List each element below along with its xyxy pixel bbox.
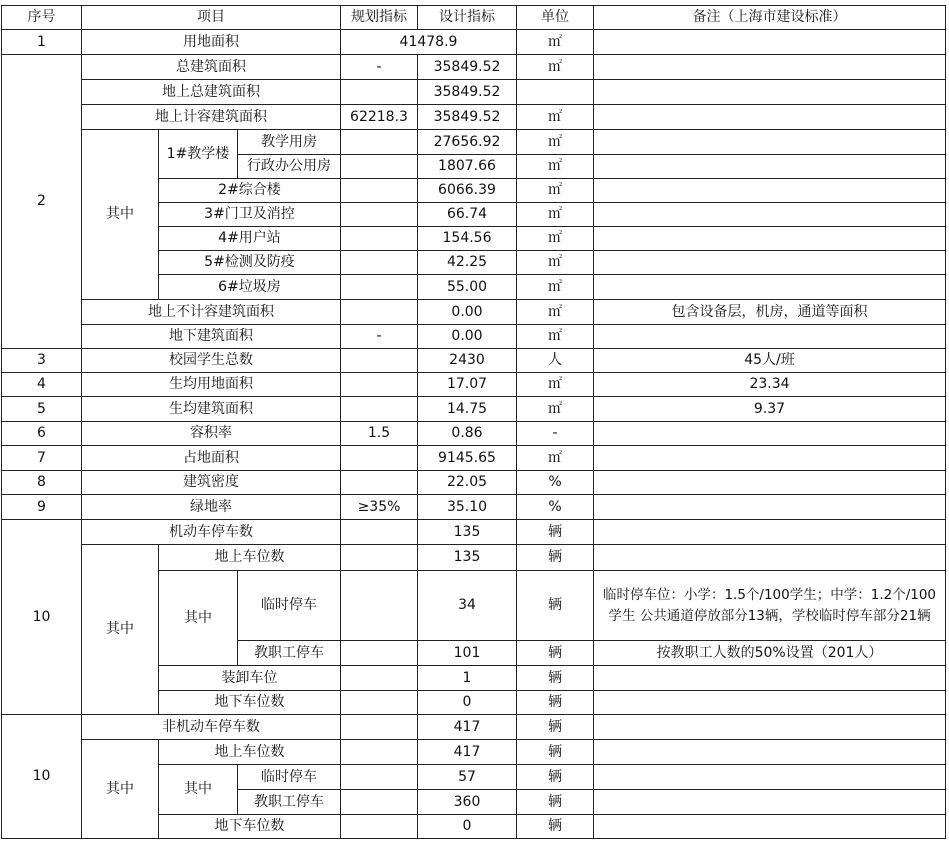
r3-design: 2430 [417, 348, 517, 373]
r10b-design: 417 [417, 714, 517, 740]
r2-bldg1-teach-unit: ㎡ [516, 129, 594, 155]
r2-bldg1-teach-design: 27656.92 [417, 129, 517, 155]
header-seq: 序号 [1, 5, 82, 30]
r2b-note [593, 79, 946, 105]
r9-unit: % [516, 494, 594, 520]
header-planned: 规划指标 [340, 5, 418, 30]
r2a-unit: ㎡ [516, 54, 594, 80]
r10a-staff: 教职工停车 [237, 640, 341, 666]
r2-bldg1-teach-note [593, 129, 946, 155]
r2c-note [593, 104, 946, 130]
r10a-unit: 辆 [516, 519, 594, 545]
r10b-temp-unit: 辆 [516, 764, 594, 790]
r2-bldg6-planned [340, 274, 418, 300]
r10a-above-unit: 辆 [516, 544, 594, 571]
r2d-unit: ㎡ [516, 299, 594, 325]
r2-bldg1-admin-note [593, 154, 946, 179]
r9-item: 绿地率 [81, 494, 341, 520]
r2-qizhong: 其中 [81, 129, 159, 300]
r8-item: 建筑密度 [81, 470, 341, 495]
r8-design: 22.05 [417, 470, 517, 495]
r4-seq: 4 [1, 372, 82, 397]
r10a-loading-design: 1 [417, 665, 517, 691]
r10a-under: 地下车位数 [158, 690, 341, 715]
r2b-unit [516, 79, 594, 105]
r6-note [593, 421, 946, 446]
r2-bldg4-planned [340, 226, 418, 251]
header-item: 项目 [81, 5, 341, 30]
r3-seq: 3 [1, 348, 82, 373]
r10b-unit: 辆 [516, 714, 594, 740]
r10a-temp: 临时停车 [237, 570, 341, 641]
r5-planned [340, 396, 418, 422]
r10b-under-design: 0 [417, 814, 517, 839]
r2-bldg5-unit: ㎡ [516, 250, 594, 275]
r2a-design: 35849.52 [417, 54, 517, 80]
r2b-item: 地上总建筑面积 [81, 79, 341, 105]
r2e-unit: ㎡ [516, 324, 594, 349]
r6-item: 容积率 [81, 421, 341, 446]
r2-bldg6-design: 55.00 [417, 274, 517, 300]
r2a-planned: - [340, 54, 418, 80]
r10a-staff-note: 按教职工人数的50%设置（201人） [593, 640, 946, 666]
r2e-note [593, 324, 946, 349]
r9-seq: 9 [1, 494, 82, 520]
r2-bldg3-note [593, 202, 946, 227]
r2-bldg3-planned [340, 202, 418, 227]
r10a-loading-unit: 辆 [516, 665, 594, 691]
r1-seq: 1 [1, 29, 82, 55]
r7-item: 占地面积 [81, 445, 341, 471]
r2-bldg1-admin-unit: ㎡ [516, 154, 594, 179]
r2d-planned [340, 299, 418, 325]
r10a-planned [340, 519, 418, 545]
header-design: 设计指标 [417, 5, 517, 30]
r2d-note: 包含设备层，机房，通道等面积 [593, 299, 946, 325]
r2c-planned: 62218.3 [340, 104, 418, 130]
r10b-above-note [593, 739, 946, 765]
r2-bldg5-planned [340, 250, 418, 275]
r9-note [593, 494, 946, 520]
r10a-design: 135 [417, 519, 517, 545]
r10b-planned [340, 714, 418, 740]
r4-planned [340, 372, 418, 397]
r2-bldg1-admin-design: 1807.66 [417, 154, 517, 179]
r10b-temp-planned [340, 764, 418, 790]
r7-design: 9145.65 [417, 445, 517, 471]
r10b-item: 非机动车停车数 [81, 714, 341, 740]
r4-item: 生均用地面积 [81, 372, 341, 397]
r10b-under: 地下车位数 [158, 814, 341, 839]
r10a-sub-qizhong: 其中 [158, 570, 238, 666]
r2e-design: 0.00 [417, 324, 517, 349]
r7-seq: 7 [1, 445, 82, 471]
r1-unit: ㎡ [516, 29, 594, 55]
r2-bldg4: 4#用户站 [158, 226, 341, 251]
r2-bldg2-planned [340, 178, 418, 203]
r10a-above-note [593, 544, 946, 571]
r10b-temp-design: 57 [417, 764, 517, 790]
r2d-design: 0.00 [417, 299, 517, 325]
r2-bldg5: 5#检测及防疫 [158, 250, 341, 275]
r1-note [593, 29, 946, 55]
r2-bldg1-teach: 教学用房 [237, 129, 341, 155]
r1-item: 用地面积 [81, 29, 341, 55]
r5-unit: ㎡ [516, 396, 594, 422]
r10b-above-design: 417 [417, 739, 517, 765]
r10b-staff-note [593, 789, 946, 815]
r2d-item: 地上不计容建筑面积 [81, 299, 341, 325]
r6-planned: 1.5 [340, 421, 418, 446]
r2-bldg4-unit: ㎡ [516, 226, 594, 251]
r2-bldg2-design: 6066.39 [417, 178, 517, 203]
r10b-staff: 教职工停车 [237, 789, 341, 815]
r10a-staff-planned [340, 640, 418, 666]
r10a-above-planned [340, 544, 418, 571]
r6-unit: - [516, 421, 594, 446]
r10a-temp-planned [340, 570, 418, 641]
r2-seq: 2 [1, 54, 82, 349]
r10a-under-unit: 辆 [516, 690, 594, 715]
r10b-staff-planned [340, 789, 418, 815]
r2c-design: 35849.52 [417, 104, 517, 130]
r4-unit: ㎡ [516, 372, 594, 397]
r10b-above-planned [340, 739, 418, 765]
r10a-above-design: 135 [417, 544, 517, 571]
r4-note: 23.34 [593, 372, 946, 397]
r10b-staff-design: 360 [417, 789, 517, 815]
r10b-under-unit: 辆 [516, 814, 594, 839]
r2-bldg2: 2#综合楼 [158, 178, 341, 203]
r2-bldg6-unit: ㎡ [516, 274, 594, 300]
r10b-temp-note [593, 764, 946, 790]
r2a-note [593, 54, 946, 80]
r10a-under-design: 0 [417, 690, 517, 715]
r9-design: 35.10 [417, 494, 517, 520]
r2-bldg6: 6#垃圾房 [158, 274, 341, 300]
r10a-loading-note [593, 665, 946, 691]
r8-note [593, 470, 946, 495]
r3-note: 45人/班 [593, 348, 946, 373]
r8-unit: % [516, 470, 594, 495]
r6-design: 0.86 [417, 421, 517, 446]
r6-seq: 6 [1, 421, 82, 446]
r2e-planned: - [340, 324, 418, 349]
r2-bldg1-admin: 行政办公用房 [237, 154, 341, 179]
r2-bldg2-note [593, 178, 946, 203]
r1-value: 41478.9 [340, 29, 517, 55]
header-unit: 单位 [516, 5, 594, 30]
r2b-planned [340, 79, 418, 105]
r5-seq: 5 [1, 396, 82, 422]
r10a-temp-design: 34 [417, 570, 517, 641]
r5-item: 生均建筑面积 [81, 396, 341, 422]
r2a-item: 总建筑面积 [81, 54, 341, 80]
r8-seq: 8 [1, 470, 82, 495]
r10a-under-note [593, 690, 946, 715]
r2-bldg3-design: 66.74 [417, 202, 517, 227]
r10a-loading-planned [340, 665, 418, 691]
r10a-temp-unit: 辆 [516, 570, 594, 641]
r10a-qizhong: 其中 [81, 544, 159, 715]
r2-bldg5-note [593, 250, 946, 275]
r5-note: 9.37 [593, 396, 946, 422]
r10a-item: 机动车停车数 [81, 519, 341, 545]
r2-bldg5-design: 42.25 [417, 250, 517, 275]
r10b-above-unit: 辆 [516, 739, 594, 765]
r10a-seq: 10 [1, 519, 82, 715]
r3-unit: 人 [516, 348, 594, 373]
r2-bldg1-admin-planned [340, 154, 418, 179]
r2-bldg2-unit: ㎡ [516, 178, 594, 203]
r2b-design: 35849.52 [417, 79, 517, 105]
r10b-qizhong: 其中 [81, 739, 159, 839]
r7-planned [340, 445, 418, 471]
r5-design: 14.75 [417, 396, 517, 422]
r10a-staff-design: 101 [417, 640, 517, 666]
r4-design: 17.07 [417, 372, 517, 397]
r2e-item: 地下建筑面积 [81, 324, 341, 349]
r2-bldg6-note [593, 274, 946, 300]
r7-unit: ㎡ [516, 445, 594, 471]
r10a-temp-note: 临时停车位：小学：1.5个/100学生；中学：1.2个/100学生 公共通道停放部分13辆，学校临时停车部分21辆 [593, 570, 946, 641]
r9-planned: ≥35% [340, 494, 418, 520]
r2c-unit: ㎡ [516, 104, 594, 130]
r10b-above: 地上车位数 [158, 739, 341, 765]
r8-planned [340, 470, 418, 495]
r3-item: 校园学生总数 [81, 348, 341, 373]
r10a-under-planned [340, 690, 418, 715]
r10b-under-note [593, 814, 946, 839]
r2c-item: 地上计容建筑面积 [81, 104, 341, 130]
r10b-temp: 临时停车 [237, 764, 341, 790]
r10b-note [593, 714, 946, 740]
header-note: 备注（上海市建设标准） [593, 5, 946, 30]
r10a-staff-unit: 辆 [516, 640, 594, 666]
r10b-staff-unit: 辆 [516, 789, 594, 815]
r2-bldg4-note [593, 226, 946, 251]
r10a-note [593, 519, 946, 545]
r3-planned [340, 348, 418, 373]
r2-bldg1: 1#教学楼 [158, 129, 238, 179]
r7-note [593, 445, 946, 471]
r10a-above: 地上车位数 [158, 544, 341, 571]
r10b-under-planned [340, 814, 418, 839]
r10b-sub-qizhong: 其中 [158, 764, 238, 815]
r2-bldg3-unit: ㎡ [516, 202, 594, 227]
r2-bldg3: 3#门卫及消控 [158, 202, 341, 227]
r10b-seq: 10 [1, 714, 82, 839]
r2-bldg1-teach-planned [340, 129, 418, 155]
r10a-loading: 装卸车位 [158, 665, 341, 691]
r2-bldg4-design: 154.56 [417, 226, 517, 251]
